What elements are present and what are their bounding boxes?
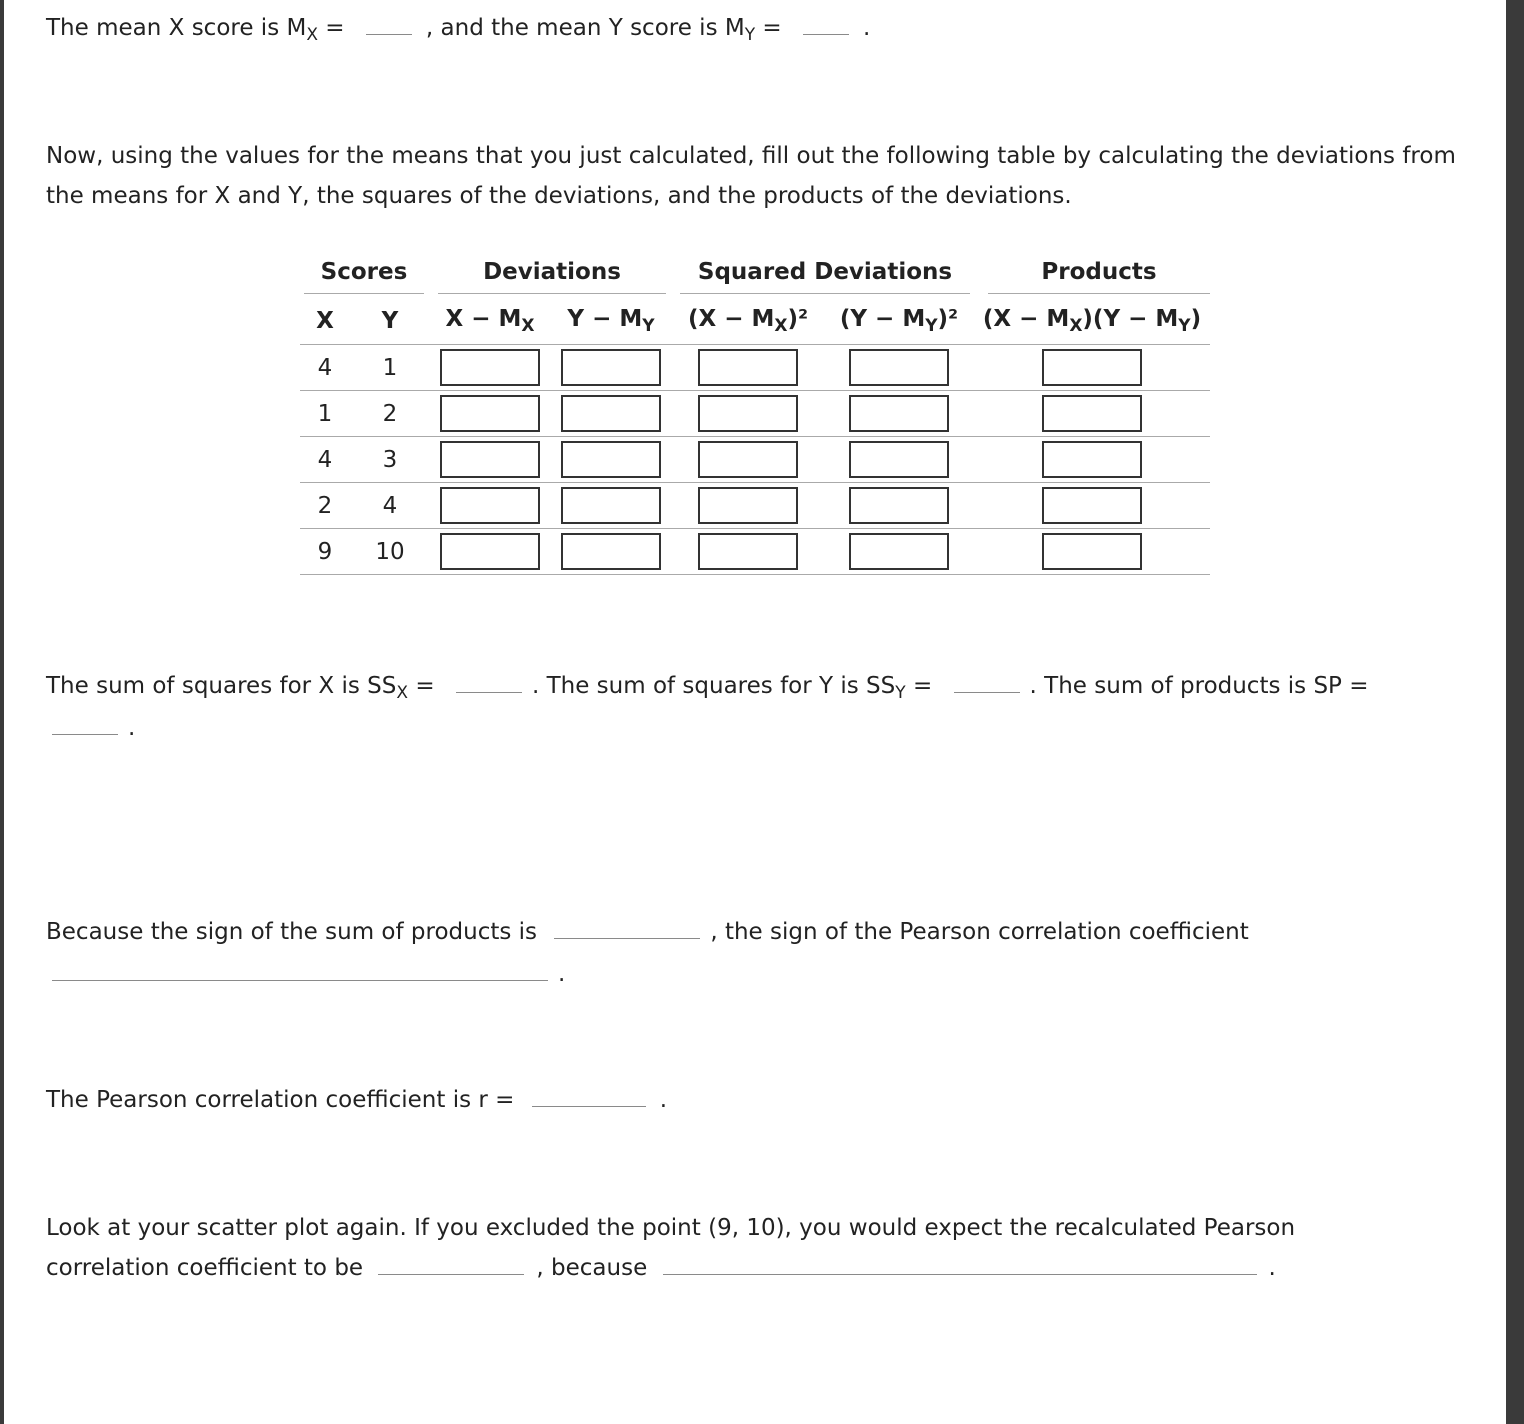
ssy-blank[interactable] xyxy=(954,672,1020,693)
sp-text: . The sum of products is SP = xyxy=(1029,673,1369,699)
pearson-line xyxy=(46,1080,667,1120)
deviations-table xyxy=(300,252,1210,575)
cell-y: 4 xyxy=(350,483,430,529)
cell-x: 4 xyxy=(300,437,350,483)
cell-x: 1 xyxy=(300,391,350,437)
means-text-x: The mean X score is M xyxy=(46,15,307,41)
sq-y-input[interactable] xyxy=(849,395,949,432)
equals-sign: = xyxy=(318,15,345,41)
sp-blank[interactable] xyxy=(52,714,118,735)
sp-sign-dropdown[interactable] xyxy=(554,918,700,939)
sign-text-2: , the sign of the Pearson correlation coefficient xyxy=(710,919,1249,945)
because-dropdown[interactable] xyxy=(663,1254,1257,1275)
sign-text: Because the sign of the sum of products is xyxy=(46,919,538,945)
table-row xyxy=(300,391,1210,437)
sq-y-input[interactable] xyxy=(849,487,949,524)
header-squared-deviations: Squared Deviations xyxy=(680,257,970,294)
dev-x-input[interactable] xyxy=(440,349,540,386)
sq-x-input[interactable] xyxy=(698,441,798,478)
equals-sign: = xyxy=(755,15,782,41)
col-y: Y xyxy=(350,298,430,345)
dev-x-input[interactable] xyxy=(440,533,540,570)
header-products: Products xyxy=(988,257,1210,294)
table-row xyxy=(300,437,1210,483)
sq-y-input[interactable] xyxy=(849,533,949,570)
sq-y-input[interactable] xyxy=(849,441,949,478)
period: . xyxy=(659,1087,668,1113)
cell-x: 4 xyxy=(300,345,350,391)
cell-y: 3 xyxy=(350,437,430,483)
pearson-text: The Pearson correlation coefficient is r = xyxy=(46,1087,515,1113)
scatter-line-2 xyxy=(46,1248,1276,1288)
table-row xyxy=(300,483,1210,529)
page xyxy=(4,0,1506,1424)
instructions-text: Now, using the values for the means that you just calculated, fill out the following table by calculating the deviations from the means for X and Y, the squares of the deviations, and the products of the deviations. xyxy=(46,143,1456,209)
product-input[interactable] xyxy=(1042,533,1142,570)
col-sq-x: $(X - M_X)^2$ xyxy=(672,298,824,345)
mean-y-blank[interactable] xyxy=(803,14,849,35)
means-line xyxy=(46,8,870,55)
recalc-r-dropdown[interactable] xyxy=(378,1254,524,1275)
subscript-x: X xyxy=(396,683,409,703)
dev-x-input[interactable] xyxy=(440,441,540,478)
ssy-text: . The sum of squares for Y is SS xyxy=(531,673,896,699)
period: . xyxy=(558,961,566,987)
ssx-blank[interactable] xyxy=(456,672,522,693)
table-row xyxy=(300,529,1210,575)
sp-line xyxy=(52,708,135,748)
cell-x: 9 xyxy=(300,529,350,575)
product-input[interactable] xyxy=(1042,349,1142,386)
period: . xyxy=(1268,1255,1276,1281)
dev-y-input[interactable] xyxy=(561,441,661,478)
equals-sign: = xyxy=(408,673,435,699)
col-sq-y: $(Y - M_Y)^2$ xyxy=(824,298,974,345)
cell-y: 1 xyxy=(350,345,430,391)
sign-line xyxy=(46,912,1249,952)
ssx-text: The sum of squares for X is SS xyxy=(46,673,397,699)
dev-x-input[interactable] xyxy=(440,487,540,524)
col-x: X xyxy=(300,298,350,345)
mean-x-blank[interactable] xyxy=(366,14,412,35)
sq-x-input[interactable] xyxy=(698,349,798,386)
header-scores: Scores xyxy=(304,257,424,294)
subscript-y: Y xyxy=(895,683,906,703)
period: . xyxy=(128,715,136,741)
sq-x-input[interactable] xyxy=(698,487,798,524)
subscript-x: X xyxy=(306,25,318,45)
cell-x: 2 xyxy=(300,483,350,529)
scatter-text: correlation coefficient to be xyxy=(46,1255,364,1281)
col-products: $(X - M_X)(Y - M_Y)$ xyxy=(974,298,1210,345)
equals-sign: = xyxy=(905,673,933,699)
sq-x-input[interactable] xyxy=(698,395,798,432)
dev-y-input[interactable] xyxy=(561,533,661,570)
cell-y: 10 xyxy=(350,529,430,575)
cell-y: 2 xyxy=(350,391,430,437)
r-sign-dropdown[interactable] xyxy=(52,960,548,981)
dev-y-input[interactable] xyxy=(561,487,661,524)
col-dev-x: $X - M_X$ xyxy=(430,298,550,345)
r-blank[interactable] xyxy=(532,1086,646,1107)
period: . xyxy=(863,15,871,41)
product-input[interactable] xyxy=(1042,487,1142,524)
sums-line xyxy=(46,666,1369,713)
col-dev-y: $Y - M_Y$ xyxy=(550,298,672,345)
sq-y-input[interactable] xyxy=(849,349,949,386)
dev-y-input[interactable] xyxy=(561,395,661,432)
means-text-y: , and the mean Y score is M xyxy=(425,15,745,41)
table-row xyxy=(300,345,1210,391)
dev-y-input[interactable] xyxy=(561,349,661,386)
sign-line-2 xyxy=(52,954,565,994)
dev-x-input[interactable] xyxy=(440,395,540,432)
scatter-line-1: Look at your scatter plot again. If you excluded the point (9, 10), you would expect the recalculated Pearson xyxy=(46,1215,1296,1241)
sq-x-input[interactable] xyxy=(698,533,798,570)
subscript-y: Y xyxy=(744,25,756,45)
header-deviations: Deviations xyxy=(438,257,666,294)
product-input[interactable] xyxy=(1042,395,1142,432)
because-text: , because xyxy=(536,1255,648,1281)
product-input[interactable] xyxy=(1042,441,1142,478)
